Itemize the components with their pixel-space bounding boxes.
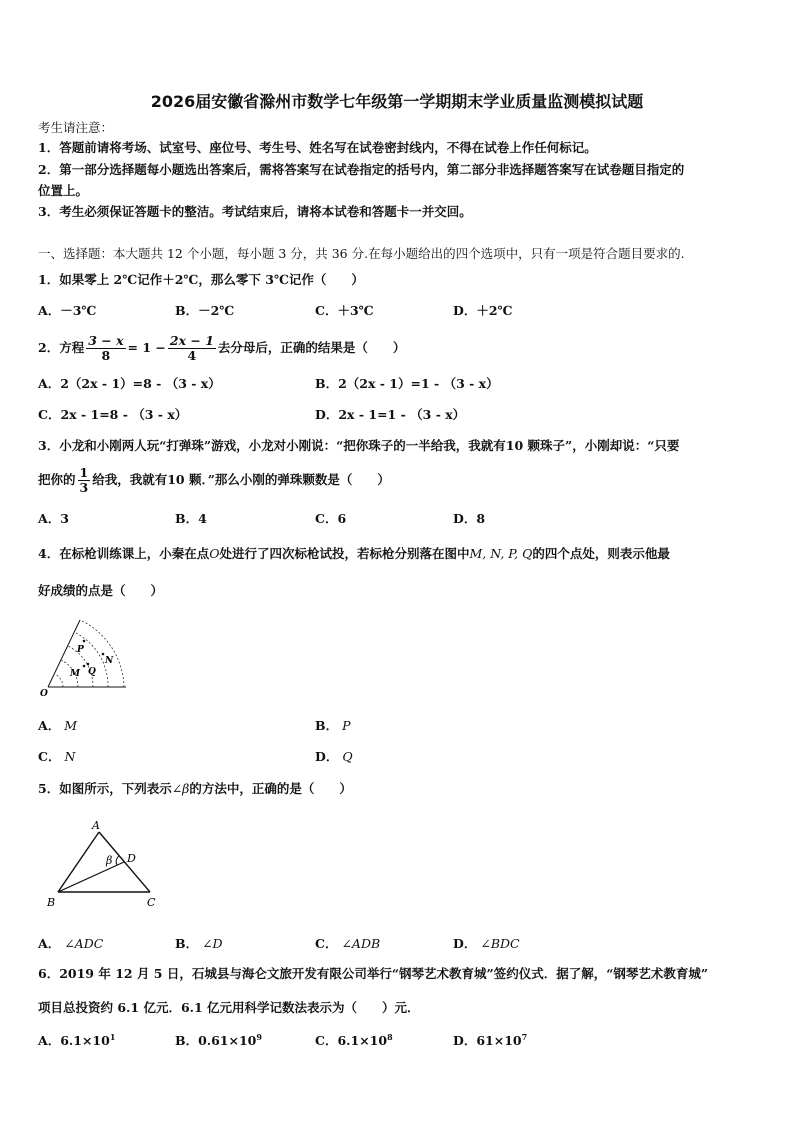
q2-frac1-den: 8	[101, 348, 111, 363]
q5-stem-b: 的方法中，正确的是（ ）	[189, 781, 352, 796]
q2-prefix: 2．方程	[38, 340, 85, 355]
q3-option-a: A．3	[38, 511, 69, 526]
q4-option-d-var: Q	[342, 749, 353, 764]
q3-line-1: 3．小龙和小刚两人玩“打弹珠”游戏，小龙对小刚说：“把你珠子的一半给我，我就有10 颗珠子”，小刚却说：“只要	[38, 438, 680, 453]
q2-frac2-num: 2x − 1	[169, 333, 214, 348]
q2-option-c: C．2x - 1=8 - （3 - x）	[38, 407, 188, 422]
q4-option-c-prefix: C．	[38, 749, 61, 764]
q4-line1-b: 处进行了四次标枪试投，若标枪分别落在图中	[219, 546, 470, 561]
q4-option-b-var: P	[342, 718, 351, 733]
q4-option-d	[315, 749, 353, 765]
q5-option-b	[175, 936, 223, 952]
q4-label-o: O	[40, 689, 48, 699]
notice-item-3: 3．考生必须保证答题卡的整洁。考试结束后，请将本试卷和答题卡一并交回。	[38, 204, 472, 219]
q3-line2-prefix: 把你的	[38, 472, 76, 487]
q3-option-b: B．4	[175, 511, 207, 526]
q1-option-d: D．＋2℃	[453, 303, 513, 318]
q5-label-b: B	[47, 896, 56, 909]
q4-points: M, N, P, Q	[469, 546, 533, 561]
q1-option-a: A．－3℃	[38, 303, 97, 318]
q3-option-c: C．6	[315, 511, 347, 526]
q3-frac-num: 1	[79, 465, 89, 480]
q5-triangle-figure	[40, 818, 170, 912]
q3-fraction	[78, 466, 91, 495]
q6-option-c	[315, 1033, 393, 1049]
q1-option-c: C．＋3℃	[315, 303, 374, 318]
q1-stem: 1．如果零上 2℃记作＋2℃，那么零下 3℃记作（ ）	[38, 272, 364, 287]
q5-stem-a: 5．如图所示，下列表示	[38, 781, 172, 796]
q2-frac2-den: 4	[187, 348, 197, 363]
q4-option-a	[38, 718, 77, 734]
q5-label-a: A	[92, 819, 100, 832]
q4-option-a-prefix: A．	[38, 718, 61, 733]
q2-fraction-1	[86, 334, 125, 363]
q4-line1-c: 的四个点处，则表示他最	[532, 546, 670, 561]
q6-option-b	[175, 1033, 262, 1049]
q3-line-2	[38, 462, 390, 498]
q5-angle: ∠β	[171, 781, 190, 796]
q5-label-beta: β	[106, 854, 113, 867]
q2-suffix: 去分母后，正确的结果是（ ）	[217, 340, 406, 355]
q6-option-a-exp: 1	[109, 1031, 116, 1042]
q4-point-m	[83, 665, 86, 668]
q2-fraction-2	[168, 334, 216, 363]
q4-label-p: P	[77, 645, 84, 655]
q4-point-p	[83, 640, 86, 643]
q2-frac1-num: 3 − x	[88, 333, 124, 348]
q6-option-b-exp: 9	[256, 1031, 262, 1042]
q6-option-b-base: B．0.61×10	[175, 1033, 257, 1048]
q3-line2-suffix: 给我，我就有10 颗．”那么小刚的弹珠颗数是（ ）	[92, 472, 390, 487]
q4-point-q	[87, 663, 90, 666]
q5-option-a-var: ∠ADC	[64, 936, 104, 951]
notice-item-2: 2．第一部分选择题每小题选出答案后，需将答案写在试卷指定的括号内，第二部分非选择题答案写在试卷题目指定的	[38, 162, 685, 177]
q4-label-n: N	[105, 656, 114, 666]
notice-item-2-cont: 位置上。	[38, 183, 89, 198]
q5-option-c	[315, 936, 380, 952]
q4-line-2: 好成绩的点是（ ）	[38, 583, 164, 598]
q4-option-d-prefix: D．	[315, 749, 339, 764]
q5-label-d: D	[127, 852, 136, 865]
notice-item-1: 1．答题前请将考场、试室号、座位号、考生号、姓名写在试卷密封线内，不得在试卷上作任何标记。	[38, 140, 597, 155]
q4-label-m: M	[70, 669, 80, 679]
q4-option-c-var: N	[64, 749, 76, 764]
q2-option-b: B．2（2x - 1）=1 - （3 - x）	[315, 376, 499, 391]
q6-line-1: 6．2019 年 12 月 5 日，石城县与海仑文旅开发有限公司举行“钢琴艺术教育城”签约仪式．据了解，“钢琴艺术教育城”	[38, 966, 709, 981]
q6-option-a-base: A．6.1×10	[38, 1033, 110, 1048]
q1-option-b: B．－2℃	[175, 303, 235, 318]
q5-option-d	[453, 936, 520, 952]
q5-angle-arc	[116, 856, 119, 865]
q5-option-c-var: ∠ADB	[341, 936, 381, 951]
q6-line-2: 项目总投资约 6.1 亿元．6.1 亿元用科学记数法表示为（ ）元．	[38, 1000, 420, 1015]
q4-option-c	[38, 749, 75, 765]
q5-option-b-var: ∠D	[202, 936, 223, 951]
q3-option-d: D．8	[453, 511, 486, 526]
q5-option-d-prefix: D．	[453, 936, 477, 951]
q4-javelin-figure	[38, 614, 138, 700]
q5-option-c-prefix: C．	[315, 936, 338, 951]
q4-option-a-var: M	[64, 718, 78, 733]
q6-option-d	[453, 1033, 527, 1049]
q2-option-a: A．2（2x - 1）=8 - （3 - x）	[38, 376, 221, 391]
q4-line1-a: 4．在标枪训练课上，小秦在点	[38, 546, 210, 561]
q4-point-o: O	[209, 546, 220, 561]
q4-arc-1	[55, 674, 63, 687]
q6-option-c-exp: 8	[387, 1031, 393, 1042]
q4-line-1	[38, 546, 670, 562]
q6-option-d-exp: 7	[521, 1031, 528, 1042]
q5-stem	[38, 781, 352, 797]
q2-option-d: D．2x - 1=1 - （3 - x）	[315, 407, 466, 422]
q4-option-b	[315, 718, 351, 734]
q6-option-d-base: D．61×10	[453, 1033, 522, 1048]
page-title: 2026届安徽省滁州市数学七年级第一学期期末学业质量监测模拟试题	[150, 92, 644, 111]
q4-label-q: Q	[88, 667, 96, 677]
q6-option-c-base: C．6.1×10	[315, 1033, 388, 1048]
q5-option-a-prefix: A．	[38, 936, 61, 951]
q4-option-b-prefix: B．	[315, 718, 339, 733]
q2-stem	[38, 330, 405, 366]
section-header: 一、选择题：本大题共 12 个小题，每小题 3 分，共 36 分.在每小题给出的四个选项中，只有一项是符合题目要求的.	[38, 246, 685, 261]
notice-header: 考生请注意：	[38, 120, 114, 135]
q5-option-d-var: ∠BDC	[480, 936, 520, 951]
q5-option-a	[38, 936, 103, 952]
q6-option-a	[38, 1033, 115, 1049]
q4-point-n	[102, 653, 105, 656]
q5-label-c: C	[147, 896, 156, 909]
q3-frac-den: 3	[79, 480, 89, 495]
q5-option-b-prefix: B．	[175, 936, 199, 951]
q2-mid: = 1 −	[127, 340, 166, 355]
